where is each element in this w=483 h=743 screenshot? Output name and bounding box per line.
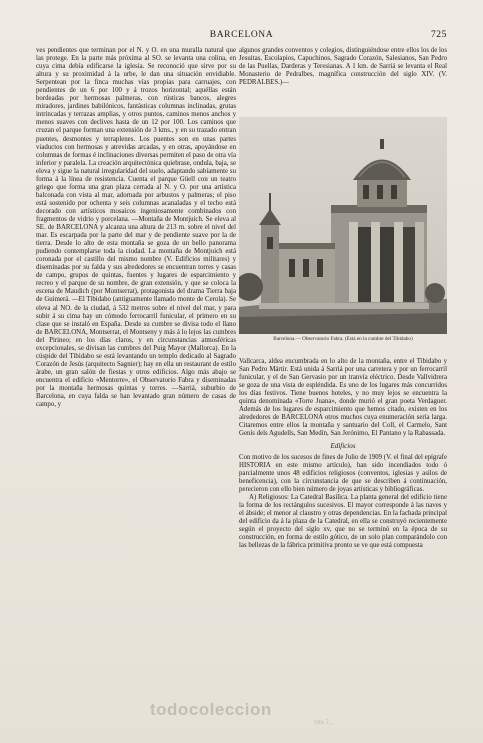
watermark-logo: [150, 700, 334, 730]
body-paragraph: Vallcarca, aldea encumbrada en lo alto de la montaña, entre el Tibidabo y San Pedro Mártir. Está unida á Sarriá por una carretera y por un ferrocarril funicular, y el de San Gervasio por un tranvía eléctrico. Desde Vallvidrera se goza de una vista de espléndida. Es uno de los lugares más concurridos los días festivos. Tiene buenos hoteles, y no muy lejos se encuentra la quinta denominada «Torre Juana», donde murió el gran poeta Verdaguer. Además de los lugares de esparcimiento que hemos citado, existen en los alrededores de BARCELONA otros muchos cuya enumeración sería larga. Citaremos entre ellos la montaña y santuario del Coll, el Carmelo, Sant Genís dels Agudells, San Medín, San Jerónimo, El Pantano y la Rabassada.: [239, 358, 447, 438]
watermark-brand: todocoleccion: [150, 700, 272, 719]
body-paragraph: Con motivo de los sucesos de fines de Julio de 1909 (V. el final del epígrafe HISTORIA en este mismo artículo), han sido incendiados todo ó parcialmente unos 48 edificios religiosos (conventos, iglesias y asilos de beneficencia), con la circunstancia de que se describen á continuación, perecieron con ello bien número de joyas artísticas y bibliográficas.: [239, 453, 447, 493]
page-header: [36, 30, 447, 44]
figure-caption: Barcelona.— Observatorio Fabra. (Está en la cumbre del Tibidabo): [273, 336, 413, 342]
right-column-bottom: [239, 358, 447, 695]
observatory-photo: [239, 117, 447, 334]
running-title: BARCELONA: [209, 30, 274, 40]
body-paragraph: ves pendientes que terminan por el N. y O. en una muralla natural que las protege. En la parte más próxima al SO. se levanta una colina, en cuya cima debía edificarse la iglesia. Se reconoció que sirve por su altura y su proximidad á la urbe, le dan una situación envidiable. Serpentean por la finca muchas vías propias para carruajes, con pendientes de un 6 por 100 y á trozos horizontal; aquéllas están bordeadas por hermosas palmeras, con rústicas bancos, alegres miradores, jardines babilónicos, fantásticas columnas inclinadas, grutas intrincadas y terrazas amplias, y otros puntos, caminos menos anchos y menos suaves con declives hasta de un 12 por 100. Los caminos que cruzan el parque forman una extensión de 3 kms., y en su trazado entran puentes, desmontes y terraplenes. Los puentes son en unas partes viaductos con hermosas y atrevidas arcadas, y en otras, apoyándose en columnas de formas é inclinaciones diversas permiten el paso de otra vía inferior y paralela. La creación arquitectónica quiebrase, ondula, baja, se eleva y sigue la natural irregularidad del suelo, adaptando sabiamente su forma á la línea de resistencia. Cuenta el parque Güell con un teatro griego que forma una gran plaza cerrada al N. y O. por una artística balconada con vista al mar, adornada por arbustos y palmeras; el piso está sostenido por ochenta y seis columnas acanaladas y el techo está decorado con artísticos mosaicos ingeniosamente combinados con fragmentos de vidrio y porcelana. —Montaña de Montjuich. Se eleva al SE. de BARCELONA y alcanza una altura de 213 m. sobre el nivel del mar. Es escarpada por la parte del mar y de pendiente suave por la de tierra. Desde lo alto de esta montaña se goza de un bello panorama pudiendo contemplarse toda la ciudad. La montaña de Montjuich está coronada por el castillo del mismo nombre (V. Edificios militares) y diseminadas por su falda y sus alrededores se encuentran torres y casas de campo, grupos de quintas, fuentes y lugares de esparcimiento y recreo y el parque de su nombre, de gran extensión, y que se coloca la escena de Maudich (por Montserrat), protagonista del drama Tierra baja de Guimerá. —El Tibidabo (antiguamente llamado monte de Cerola). Se eleva al NO. de la ciudad, á 532 metros sobre el nivel del mar, y para subir á su cima hay un cómodo ferrocarril funicular, el primero en su clase que se instaló en España. Desde su cumbre se divisa todo el llano de BARCELONA, Montserrat, el Montseny y más á lo lejos las cumbres del Pirineo; en los días claros, y en circunstancias atmosféricas excepcionales, se divisan las cumbres del Puig Mayor (Mallorca). En la cúspide del Tibidabo se está levantando un templo dedicado al Sagrado Corazón de Jesús (arquitecto Sagnier); hay en ella un restaurant de estilo árabe, un gran salón de fiestas y otros edificios. Algo más abajo se encuentra el edificio «Mentorre», el Observatorio Fabra y diseminadas por la montaña hermosas quintas y torres. —Sarriá, suburbio de Barcelona, en cuya falda se han levantado gran número de casas de campo, y: [36, 47, 236, 409]
section-heading: Edificios: [330, 442, 356, 451]
right-column-top: [239, 47, 447, 87]
page-number: 725: [430, 30, 447, 40]
left-column: [36, 47, 236, 695]
observatory-figure: [239, 117, 447, 343]
body-paragraph: A) Religiosos: La Catedral Basílica. La planta general del edificio tiene la forma de los rectángulos sucesivos. El mayor corresponde á las naves y el ábside; el menor al claustro y otras dependencias. En la fachada principal del edificio da á la plaza de la Catedral, en ella se construyó recientemente según el proyecto del siglo xv, que no se terminó en la época de su construcción, en forma de estilo gótico, de un solo plan comparándolo con las bellezas de la fábrica primitiva pronto se ve que está compuesta: [239, 493, 447, 550]
body-paragraph: algunos grandes conventos y colegios, distinguiéndose entre ellos los de los Jesuitas, Escolapios, Capuchinos, Sagrado Corazón, Salesianos, San Pedro de las Puellas, Darderas y Teresianas. A 1 km. de Sarriá se levanta el Real Monasterio de Pedralbes, magnífica construcción del siglo XIV. (V. PEDRALBES.)—: [239, 47, 447, 87]
watermark-subtitle: lote 7...: [314, 720, 334, 726]
